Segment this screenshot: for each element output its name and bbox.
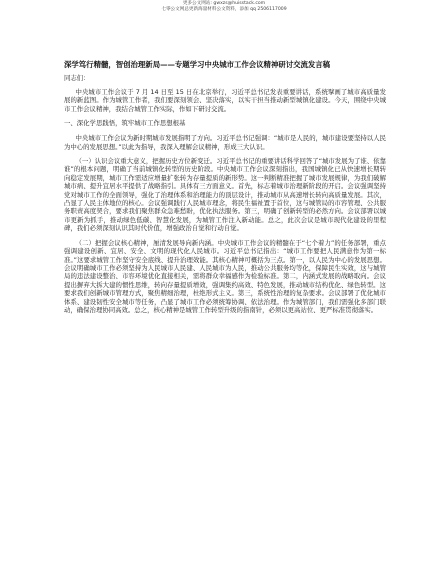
- greeting: 同志们：: [64, 74, 90, 82]
- header-contact-line: 更多公文网站: gwxzs@huisstack.com: [182, 1, 266, 6]
- paragraph-point-2: （二）把握会议核心精神，厘清发展导向新内涵。中央城市工作会议的精髓在于“七个着力”的任务部署，重点强调建设创新、宜居、安全、文明的现代化人民城市。习近平总书记指出：“城市工作要把人民满意作为第一标准。”这要求城管工作坚守安全底线、提升治理效能。其核心精神可概括为三点。第一，以人民为中心的发展思想。会议明确城市工作必须坚持为人民城市人民建、人民城市为人民，推动公共服务均等化，保障民生实效，这与城管局的违法建设整治、市容环境优化直接相关，需将群众幸福感作为检验标准。第二，内涵式发展的战略取向。会议提出摒弃大拆大建的惯性思维，转向存量提质增效，强调集约高效、特色发展，推动城市结构优化、绿色转型。这要求我们创新城市管理方式，聚焦精细治理，杜绝形式主义。第三，系统性治理的复杂要求。会议部署了优化城市体系、建设韧性安全城市等任务，凸显了城市工作必须统筹协调、依法治理。作为城管部门，我们需强化多部门联动，确保治理协同高效。总之，核心精神是城管工作转型升级的指南针，必须以更高站位、更严标准贯彻落实。: [64, 238, 386, 314]
- section-heading-1: 一、深化学思践悟，筑牢城市工作思想根基: [64, 119, 186, 128]
- document-title: 深学笃行精髓，智创治理新局——专题学习中央城市工作会议精神研讨交流发言稿: [64, 60, 331, 69]
- paragraph-point-1: （一）认识会议重大意义，把握历史方位新变迁。习近平总书记的重要讲话科学回答了“城市发展为了谁、依靠谁”的根本问题，明确了当前城镇化转型的历史阶段。中央城市工作会议深刻指出，我国城镇化已从快速增长期转向稳定发展期，城市工作需适应增量扩张转为存量提质的新形势。这一判断精准把握了城市发展规律，为我们破解城市病、提升宜居水平提供了战略指引。具体有三方面意义。首先，标志着城市治理新阶段的开启。会议强调坚持党对城市工作的全面领导，强化了治理体系和治理能力的顶层设计，推动城市从高速增长转向高质量发展。其次，凸显了人民主体地位的核心。会议强调践行人民城市理念，将民生福祉置于首位，这与城管局的市容管理、公共服务职责高度契合，要求我们聚焦群众急难愁盼，优化执法服务。第三，明确了创新转型的必然方向。会议部署以城市更新为抓手，推动绿色低碳、智慧化发展，为城管工作注入新动能。总之，此次会议是城市现代化建设的里程碑，我们必须深刻认识其时代价值，增强政治自觉和行动自觉。: [64, 157, 386, 233]
- header-promo-line: 七零公文网总更新海量材料公文资料，添加 qq 2506117009: [161, 7, 287, 12]
- paragraph-section1-intro: 中央城市工作会议为新时期城市发展指明了方向。习近平总书记强调：“城市是人民的，城市建设要坚持以人民为中心的发展思想。”以此为指导，我深入理解会议精神，形成三大认识。: [64, 134, 386, 151]
- paragraph-intro: 中央城市工作会议于 7 月 14 日至 15 日在北京举行，习近平总书记发表重要讲话，系统擘画了城市高质量发展的新蓝图。作为城管工作者，我们要深刻领会、坚决落实，以实干担当推动新型城镇化建设。今天，围绕中央城市工作会议精神，我结合城管工作实际，作如下研讨交流。: [64, 88, 386, 113]
- page-header: [0, 0, 448, 13]
- document-body: [64, 60, 386, 320]
